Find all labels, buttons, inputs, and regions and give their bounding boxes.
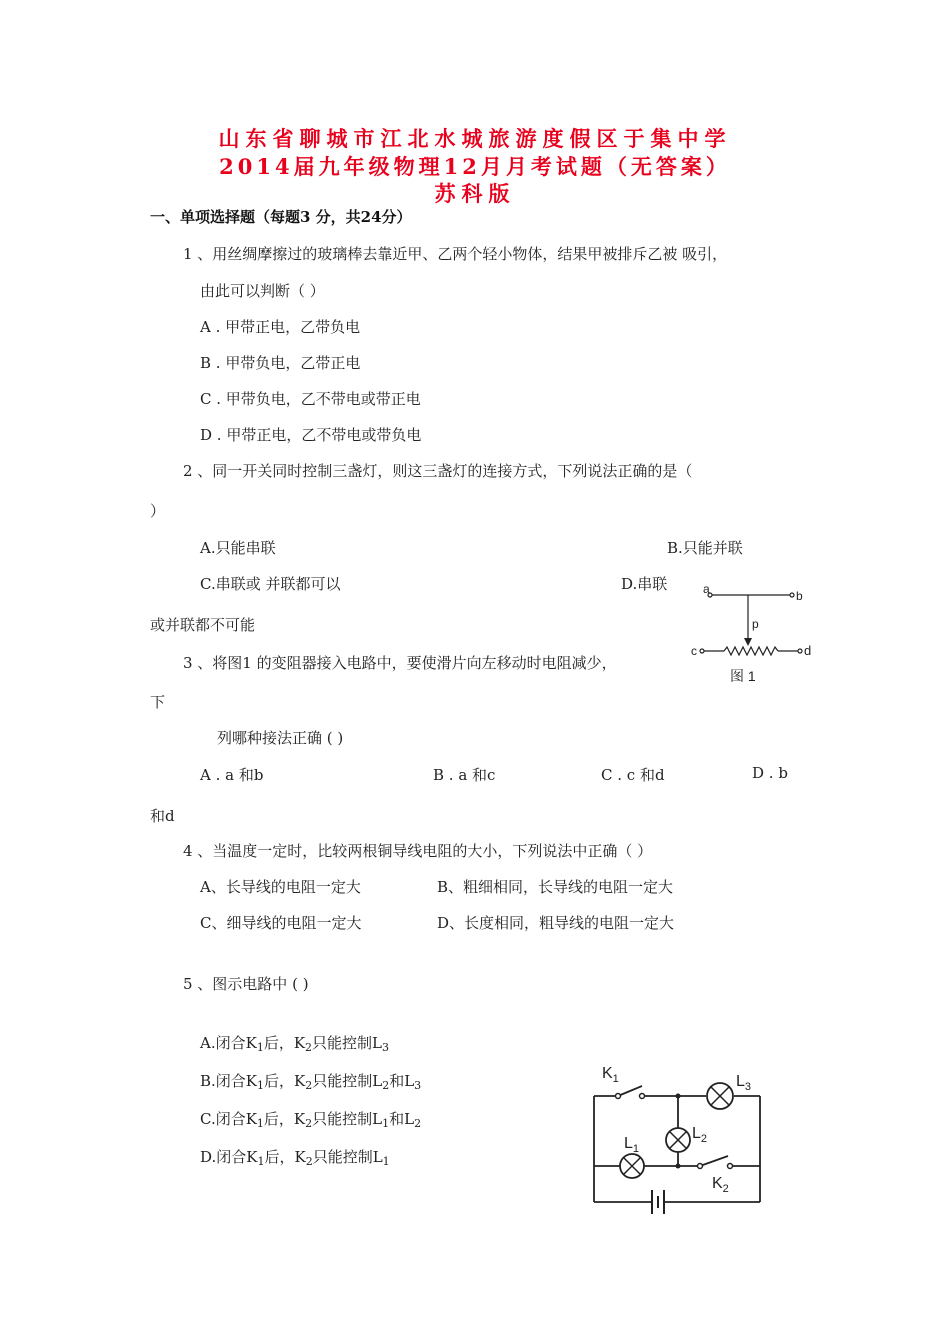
title-line-1: 山东省聊城市江北水城旅游度假区于集中学 (218, 126, 732, 151)
terminal-d (798, 649, 802, 653)
q5-b-sub2: 2 (305, 1079, 313, 1092)
slider-arrow (744, 638, 752, 646)
junction-bottom (676, 1164, 681, 1169)
label-c: c (691, 644, 697, 658)
q5-b-sub3: 2 (382, 1079, 390, 1092)
q3-stem-line-2: 下 (150, 693, 166, 711)
section-heading: 一、单项选择题（每题3 分，共24分） (150, 208, 412, 226)
label-b: b (796, 589, 803, 603)
q5-a-sub3: 3 (382, 1041, 389, 1054)
q1-option-d: D . 甲带正电，乙不带电或带负电 (200, 426, 422, 444)
q5-d-mid: 后，K (264, 1148, 306, 1166)
q5-c-sub4: 2 (414, 1117, 422, 1130)
k1-contact-right (640, 1094, 645, 1099)
q3-stem-line-1: 3 、将图1 的变阻器接入电路中，要使滑片向左移动时电阻减少， (183, 654, 617, 672)
q3-stem-line-3: 列哪种接法正确 ( ) (217, 729, 344, 747)
q5-b-prefix: B.闭合K (200, 1072, 257, 1090)
q1-stem-line-1: 1 、用丝绸摩擦过的玻璃棒去靠近甲、乙两个轻小物体，结果甲被排斥乙被 吸引， (183, 245, 728, 263)
figure-1-caption: 图 1 (730, 668, 756, 684)
q3-option-a: A . a 和b (200, 766, 264, 784)
figure-1-rheostat (690, 578, 820, 690)
q1-option-a: A . 甲带正电，乙带负电 (200, 318, 361, 336)
k2-contact-right (728, 1164, 733, 1169)
q5-b-sub1: 1 (257, 1079, 264, 1092)
q3-option-b: B . a 和c (433, 766, 496, 784)
circuit-svg (580, 1062, 780, 1232)
circuit-diagram (580, 1062, 780, 1232)
q2-stem-line-1: 2 、同一开关同时控制三盏灯，则这三盏灯的连接方式，下列说法正确的是（ (183, 462, 693, 480)
q1-option-b: B . 甲带负电，乙带正电 (200, 354, 361, 372)
q2-option-d-continued: 或并联都不可能 (150, 616, 256, 634)
q5-c-tail: 只能控制L (312, 1110, 383, 1128)
q5-option-d (200, 1146, 390, 1168)
label-k2: $K_2$ (712, 1175, 729, 1195)
k1-contact-left (616, 1094, 621, 1099)
q5-c-tail2: 和L (389, 1110, 415, 1128)
terminal-c (700, 649, 704, 653)
q5-a-mid: 后，K (263, 1034, 306, 1052)
q4-stem: 4 、当温度一定时，比较两根铜导线电阻的大小，下列说法中正确（ ） (183, 842, 653, 860)
label-a: a (703, 582, 710, 596)
switch-k1-blade (618, 1086, 642, 1096)
q4-option-c: C、细导线的电阻一定大 (200, 914, 362, 932)
label-p: p (752, 617, 759, 631)
q4-option-a: A、长导线的电阻一定大 (200, 878, 361, 896)
q5-c-prefix: C.闭合K (200, 1110, 257, 1128)
title-line-2: 2014届九年级物理12月月考试题（无答案） (219, 154, 731, 179)
q3-option-c: C . c 和d (601, 766, 665, 784)
switch-k2-blade (700, 1156, 728, 1166)
k2-contact-left (698, 1164, 703, 1169)
q5-c-mid: 后，K (263, 1110, 306, 1128)
q5-stem: 5 、图示电路中 ( ) (183, 975, 309, 993)
q2-option-b: B.只能并联 (667, 539, 743, 557)
junction-top (676, 1094, 681, 1099)
label-l3: $L_3$ (736, 1073, 752, 1093)
title-line-3: 苏科版 (434, 181, 516, 206)
label-l1: $L_1$ (624, 1135, 640, 1155)
resistor-coil (724, 647, 778, 655)
q2-option-a: A.只能串联 (200, 539, 276, 557)
q5-a-sub1: 1 (256, 1041, 264, 1054)
q5-a-sub2: 2 (305, 1041, 313, 1054)
q5-a-prefix: A.闭合K (200, 1034, 257, 1052)
label-l2: $L_2$ (692, 1125, 708, 1145)
q5-b-mid: 后，K (264, 1072, 306, 1090)
q1-option-c: C . 甲带负电，乙不带电或带正电 (200, 390, 421, 408)
q5-option-b (200, 1070, 421, 1092)
q1-stem-line-2: 由此可以判断（ ） (200, 282, 325, 300)
q5-d-tail: 只能控制L (312, 1148, 383, 1166)
q5-c-sub1: 1 (256, 1117, 264, 1130)
q2-option-d: D.串联 (621, 575, 668, 593)
q5-a-tail: 只能控制L (312, 1034, 382, 1052)
q5-d-sub1: 1 (257, 1155, 265, 1168)
terminal-b (790, 593, 794, 597)
q5-c-sub2: 2 (305, 1117, 313, 1130)
rheostat-diagram (690, 578, 820, 690)
q5-b-tail2: 和L (389, 1072, 415, 1090)
q5-option-a (200, 1032, 389, 1054)
q5-c-sub3: 1 (382, 1117, 390, 1130)
q3-option-d-continued: 和d (150, 807, 175, 825)
q4-option-b: B、粗细相同，长导线的电阻一定大 (437, 878, 674, 896)
q5-d-prefix: D.闭合K (200, 1148, 258, 1166)
q2-option-c: C.串联或 并联都可以 (200, 575, 341, 593)
label-k1: $K_1$ (602, 1065, 619, 1085)
q5-d-sub2: 2 (305, 1155, 313, 1168)
label-d: d (804, 643, 812, 658)
q2-stem-line-2: ） (150, 502, 166, 520)
q5-option-c (200, 1108, 421, 1130)
q5-b-sub4: 3 (414, 1079, 422, 1092)
q4-option-d: D、长度相同，粗导线的电阻一定大 (437, 914, 675, 932)
q5-d-sub3: 1 (382, 1155, 390, 1168)
q5-b-tail: 只能控制L (312, 1072, 383, 1090)
q3-option-d: D . b (752, 764, 788, 782)
